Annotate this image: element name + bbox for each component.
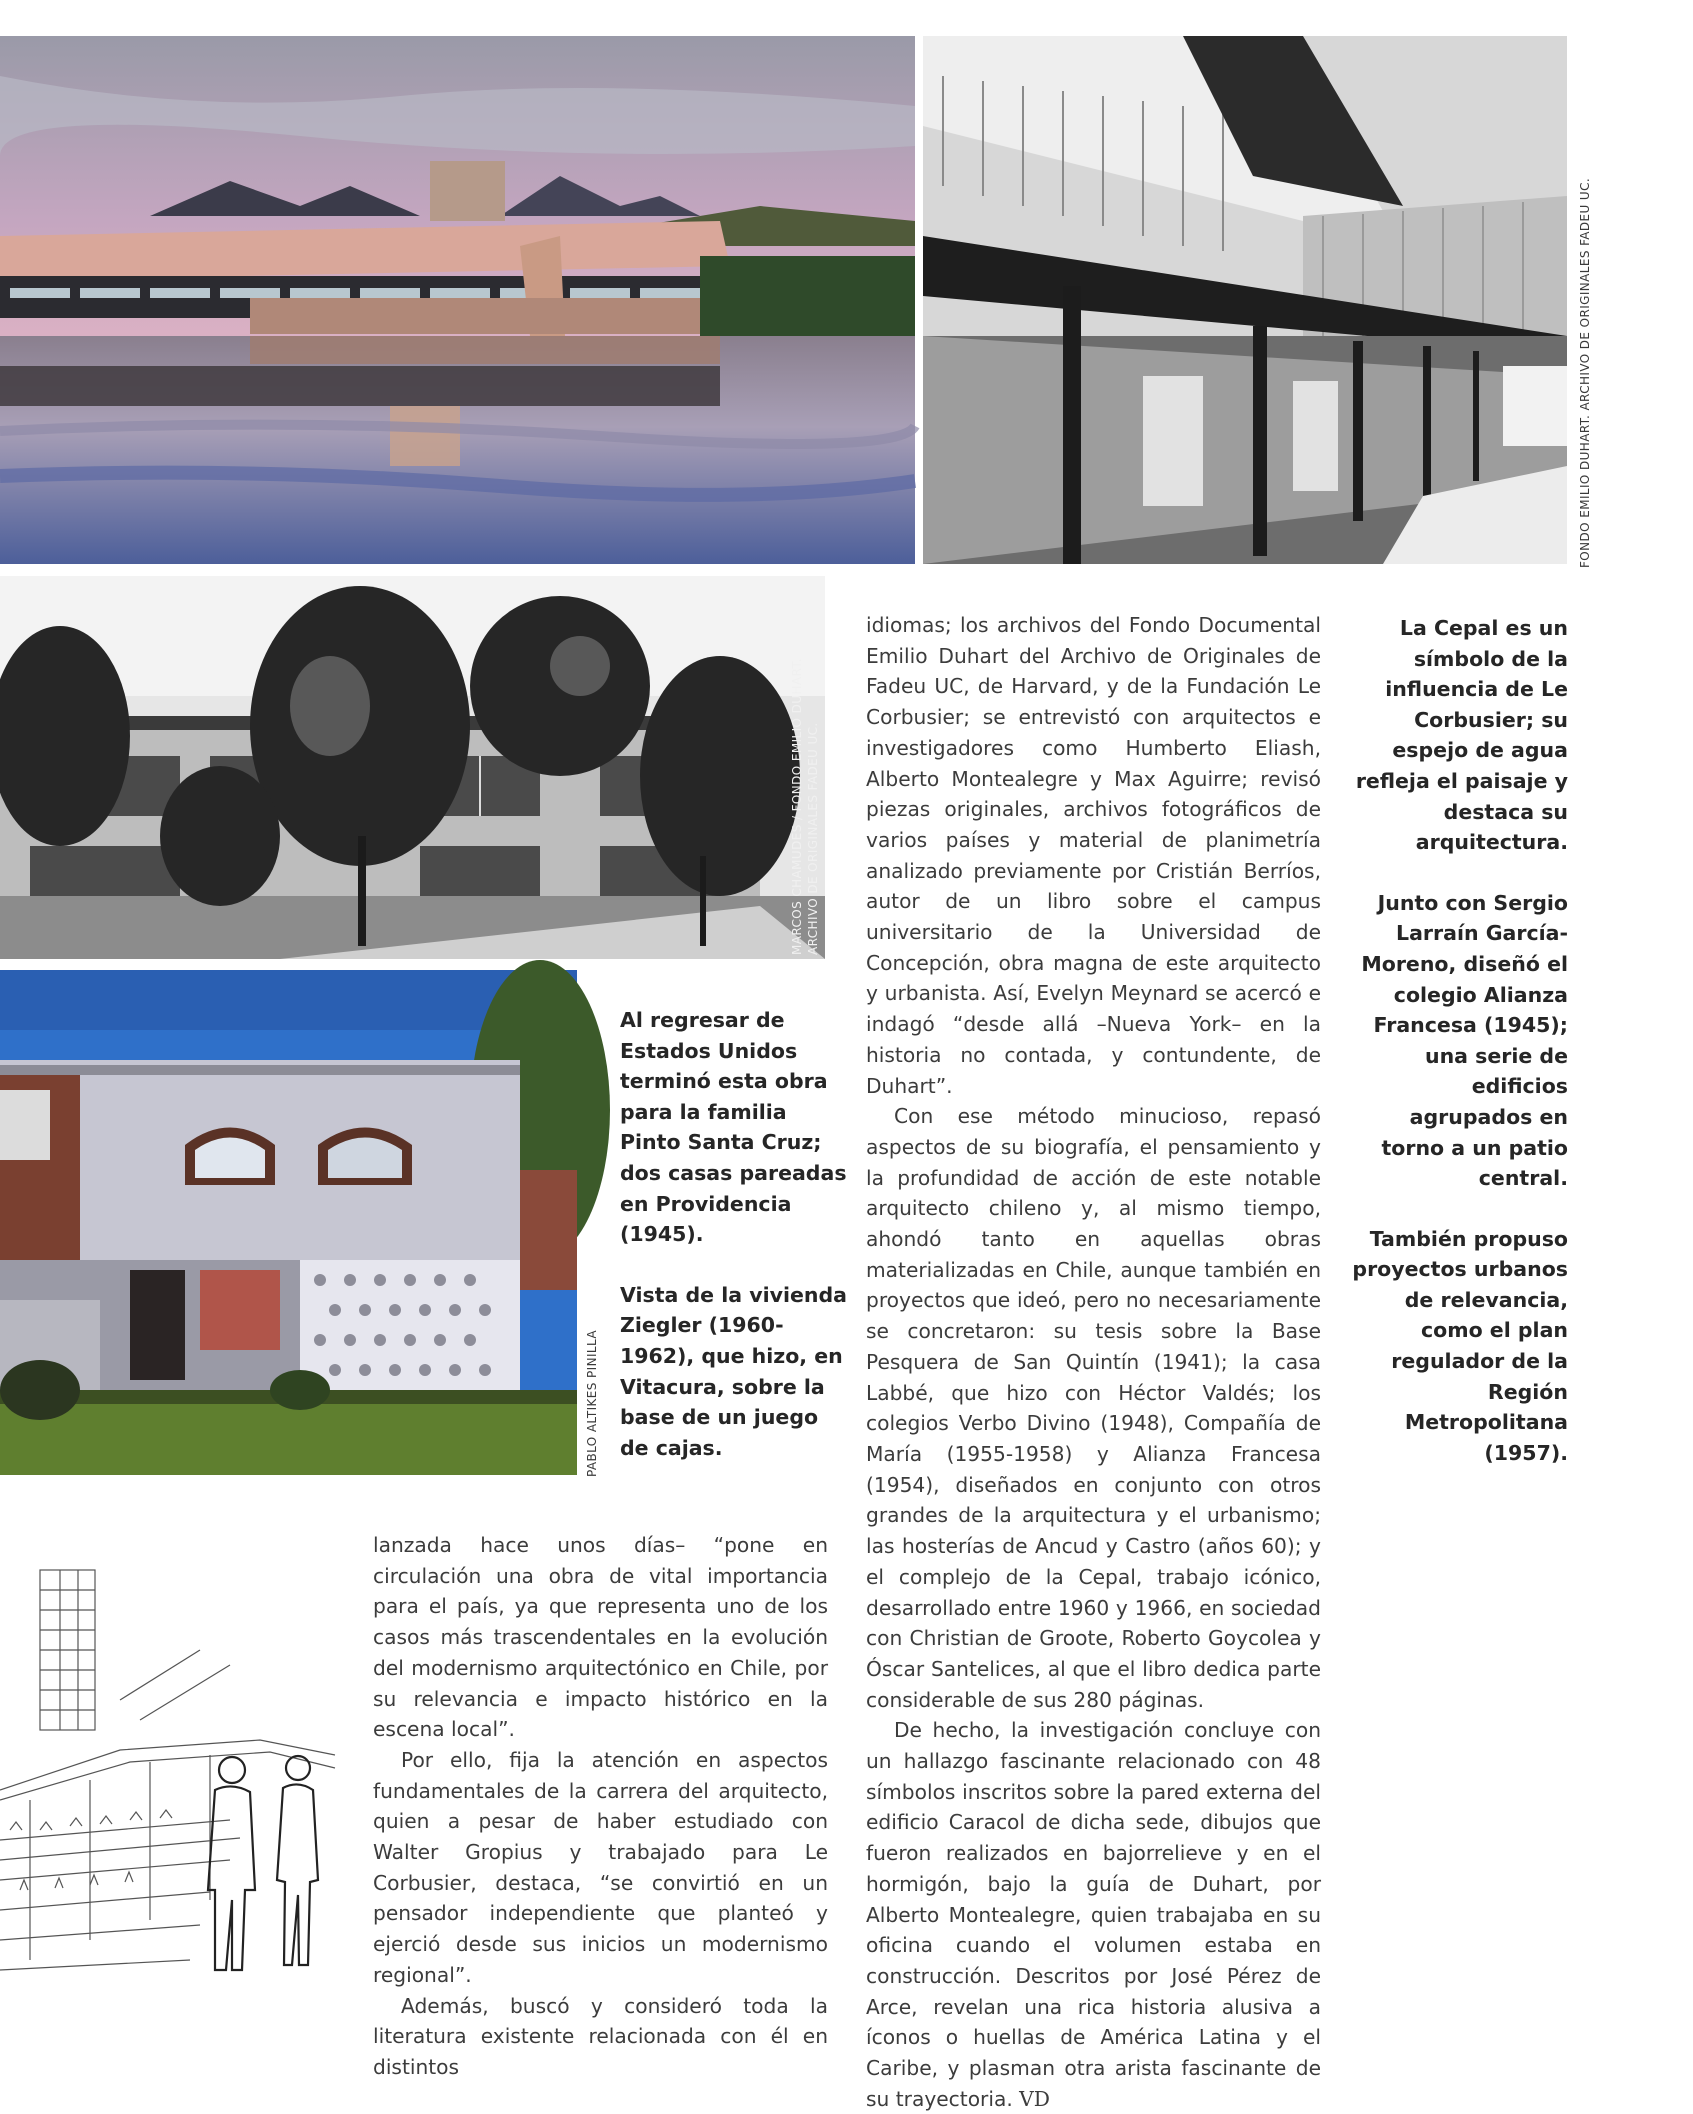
house-photo-credit: PABLO ALTIKES PINILLA bbox=[585, 1330, 599, 1477]
body-column-1 bbox=[373, 1530, 828, 2083]
corridor-photo bbox=[923, 36, 1567, 564]
cepal-photo bbox=[0, 36, 915, 564]
caption-cepal: La Cepal es un símbolo de la influencia de Le Corbusier; su espejo de agua refleja el paisaje y destaca su arquitectura. bbox=[1355, 616, 1568, 855]
caption-pinto-santa-cruz: Al regresar de Estados Unidos terminó esta obra para la familia Pinto Santa Cruz; dos casas pareadas en Providencia (1945). bbox=[620, 1008, 847, 1247]
body-paragraph: Por ello, fija la atención en aspectos fundamentales de la carrera del arquitecto, quien a pesar de haber estudiado con Walter Gropius y trabajado para Le Corbusier, destaca, “se convirtió en un pensador independiente que planteó y ejerció desde sus inicios un modernismo regional”. bbox=[373, 1747, 828, 1987]
school-photo bbox=[0, 576, 825, 959]
body-paragraph: idiomas; los archivos del Fondo Documental Emilio Duhart del Archivo de Originales de Fadeu UC, de Harvard, y de la Fundación Le Corbusier; se entrevistó con arquitectos e investigadores como Humberto Eliash, Alberto Montealegre y Max Aguirre; revisó piezas originales, archivos fotográficos de varios países y material de planimetría analizado previamente por Cristián Berríos, autor de un libro sobre el campus universitario de la Universidad de Concepción, obra magna de este arquitecto y urbanista. Así, Evelyn Meynard se acercó e indagó “desde allá –Nueva York– en la historia no contada, y contundente, de Duhart”. bbox=[866, 613, 1321, 1098]
right-captions bbox=[1343, 613, 1568, 1498]
sketch-illustration bbox=[0, 1500, 335, 1997]
caption-plan-regulador: También propuso proyectos urbanos de relevancia, como el plan regulador de la Región Metropolitana (1957). bbox=[1352, 1226, 1568, 1465]
body-paragraph bbox=[866, 1715, 1321, 2114]
body-paragraph: Con ese método minucioso, repasó aspectos de su biografía, el pensamiento y la profundidad de acción de este notable arquitecto chileno y, al mismo tiempo, ahondó tanto en aquellas obras materializadas en Chile, aunque también en proyectos que ideó, pero no necesariamente se concretaron: su tesis sobre la Base Pesquera de San Quintín (1941); la casa Labbé, que hizo con Héctor Valdés; los colegios Verbo Divino (1948), Compañía de María (1955-1958) y Alianza Francesa (1954), diseñados en conjunto con otros grandes de la arquitectura y el urbanismo; las hosterías de Ancud y Castro (años 60); y el complejo de la Cepal, trabajo icónico, desarrollado entre 1960 y 1966, en sociedad con Christian de Groote, Roberto Goycolea y Óscar Santelices, al que el libro dedica parte considerable de sus 280 páginas. bbox=[866, 1104, 1321, 1712]
body-paragraph-text: De hecho, la investigación concluye con un hallazgo fascinante relacionado con 48 símbolos inscritos sobre la pared externa del edificio Caracol de dicha sede, dibujos que fueron realizados en bajorrelieve y en el hormigón, bajo la guía de Duhart, por Alberto Montealegre, quien trabajaba en su oficina cuando el volumen estaba en construcción. Descritos por José Pérez de Arce, revelan una rica historia alusiva a íconos o huellas de América Latina y el Caribe, y plasman otra arista fascinante de su trayectoria. bbox=[866, 1718, 1321, 2111]
body-column-2 bbox=[866, 610, 1321, 2114]
caption-vivienda-ziegler: Vista de la vivienda Ziegler (1960-1962), que hizo, en Vitacura, sobre la base de un juego de cajas. bbox=[620, 1282, 848, 1460]
body-paragraph: lanzada hace unos días– “pone en circulación una obra de vital importancia para el país, ya que representa uno de los casos más trascendentales en la evolución del modernismo arquitectónico en Chile, por su relevancia e impacto histórico en la escena local”. bbox=[373, 1533, 828, 1742]
caption-alianza-francesa: Junto con Sergio Larraín García-Moreno, diseñó el colegio Alianza Francesa (1945); una serie de edificios agrupados en torno a un patio central. bbox=[1361, 890, 1568, 1191]
house-captions bbox=[620, 1005, 852, 1493]
corridor-photo-credit: FONDO EMILIO DUHART. ARCHIVO DE ORIGINALES FADEU UC. bbox=[1578, 177, 1592, 568]
house-photo bbox=[0, 970, 577, 1475]
school-photo-credit-line2: ARCHIVO DE ORIGINALES FADEU UC. bbox=[806, 722, 820, 955]
school-photo-credit-line1: MARCOS CHAMUDES / FONDO EMILIO DUHART. bbox=[790, 658, 804, 955]
end-signature: VD bbox=[1019, 2086, 1050, 2111]
body-paragraph: Además, buscó y consideró toda la literatura existente relacionada con él en distintos bbox=[373, 1993, 828, 2079]
